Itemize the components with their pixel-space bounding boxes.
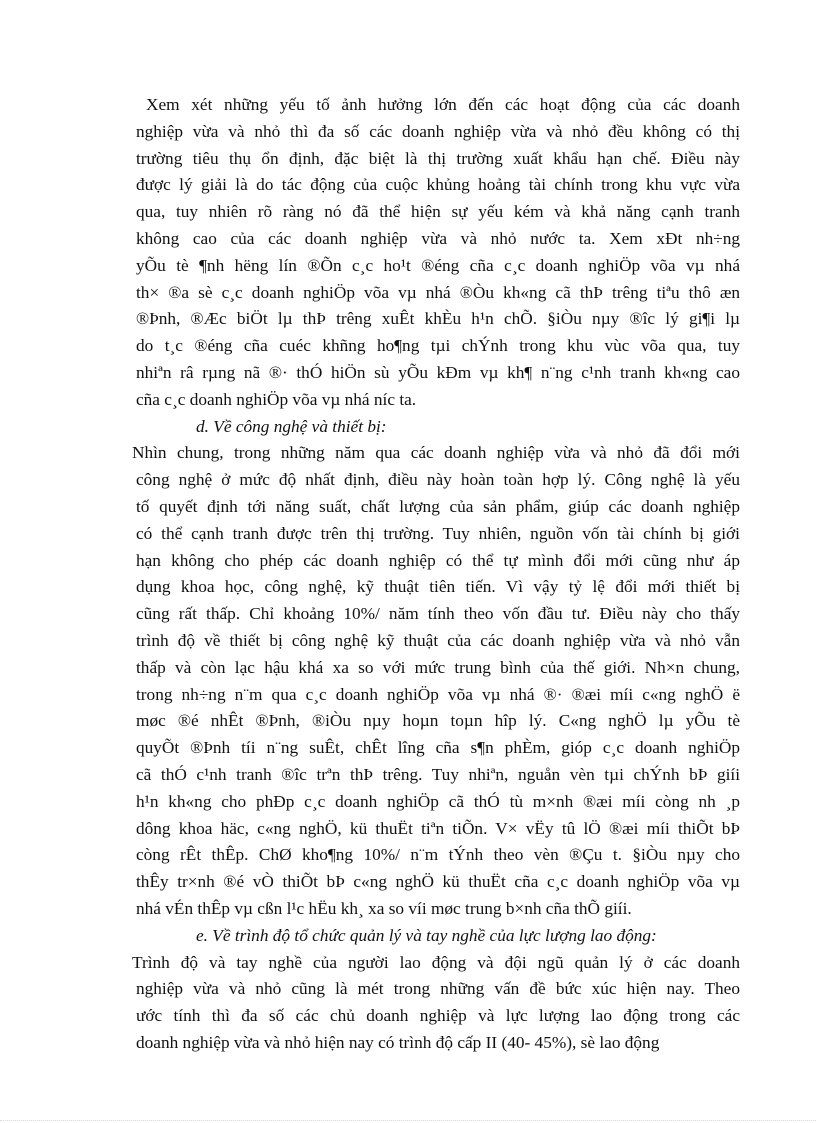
text-line: th× ®a sè c¸c doanh nghiÖp võa vµ nhá ®Òu kh«ng cã thÞ trêng tiªu thô æn — [136, 282, 740, 302]
text-line: tố quyết định tới năng suất, chất lượng của sản phẩm, giúp các doanh nghiệp — [136, 496, 740, 516]
text-line: cã thÓ c¹nh tranh ®îc trªn thÞ trêng. Tuy nhiªn, nguån vèn tµi chÝnh bÞ giíi — [136, 764, 740, 784]
text-line: Nhìn chung, trong những năm qua các doanh nghiệp vừa và nhỏ đã đổi mới — [132, 443, 740, 463]
text-line: Trình độ và tay nghề của người lao động và đội ngũ quản lý ở các doanh — [132, 952, 740, 972]
text-line: h¹n kh«ng cho phÐp c¸c doanh nghiÖp cã thÓ tù m×nh ®æi míi còng nh ¸p — [136, 791, 740, 811]
text-line: nhiªn râ rµng nã ®· thÓ hiÖn sù yÕu kÐm vµ kh¶ n¨ng c¹nh tranh kh«ng cao — [136, 362, 740, 382]
text-line: trong nh÷ng n¨m qua c¸c doanh nghiÖp võa vµ nhá ®· ®æi míi c«ng nghÖ ë — [136, 684, 740, 704]
heading-technology: d. Về công nghệ và thiết bị: — [196, 416, 387, 436]
text-line: trình độ về thiết bị công nghệ kỹ thuật của các doanh nghiệp vừa và nhỏ vẫn — [136, 630, 740, 650]
text-line: trường tiêu thụ ổn định, đặc biệt là thị trường xuất khẩu hạn chế. Điều này — [136, 148, 740, 168]
text-line: thấp và còn lạc hậu khá xa so với mức trung bình của thế giới. Nh×n chung, — [136, 657, 740, 677]
text-line: hạn không cho phép các doanh nghiệp có thể tự mình đổi mới cũng như áp — [136, 550, 740, 570]
text-line: qua, tuy nhiên rõ ràng nó đã thể hiện sự yếu kém và khả năng cạnh tranh — [136, 202, 740, 222]
section-d-body — [132, 440, 740, 922]
text-line: quyÕt ®Þnh tíi n¨ng suÊt, chÊt lîng cña s¶n phÈm, gióp c¸c doanh nghiÖp — [136, 738, 740, 758]
text-line: ước tính thì đa số các chủ doanh nghiệp và lực lượng lao động trong các — [136, 1006, 740, 1026]
text-line: Xem xét những yếu tố ảnh hưởng lớn đến các hoạt động của các doanh — [146, 95, 740, 114]
section-c-body — [136, 92, 740, 414]
text-line: cũng rất thấp. Chỉ khoảng 10%/ năm tính theo vốn đầu tư. Điều này cho thấy — [136, 604, 740, 624]
text-line: cña c¸c doanh nghiÖp võa vµ nhá níc ta. — [136, 389, 417, 409]
text-line: dụng khoa học, công nghệ, kỹ thuật tiên tiến. Vì vậy tỷ lệ đổi mới thiết bị — [136, 577, 740, 597]
text-line: doanh nghiệp vừa và nhỏ hiện nay có trình độ cấp II (40- 45%), sè lao động — [136, 1032, 660, 1052]
text-line: được lý giải là do tác động của cuộc khủng hoảng tài chính trong khu vực vừa — [136, 175, 740, 195]
heading-management: e. Về trình độ tổ chức quản lý và tay nghề của lực lượng lao động: — [196, 925, 657, 945]
document-page — [132, 92, 740, 1057]
text-line: có thể cạnh tranh được trên thị trường. Tuy nhiên, nguồn vốn tài chính bị giới — [136, 523, 740, 543]
text-line: nghiệp vừa và nhỏ thì đa số các doanh nghiệp vừa và nhỏ đều không có thị — [136, 121, 740, 141]
text-line: công nghệ ở mức độ nhất định, điều này hoàn toàn hợp lý. Công nghệ là yếu — [136, 470, 740, 490]
text-line: dông khoa häc, c«ng nghÖ, kü thuËt tiªn tiÕn. V× vËy tû lÖ ®æi míi thiÕt bÞ — [136, 818, 740, 838]
text-line: thÊy tr×nh ®é vÒ thiÕt bÞ c«ng nghÖ kü thuËt cña c¸c doanh nghiÖp võa vµ — [136, 872, 740, 892]
text-line: do t¸c ®éng cña cuéc khñng ho¶ng tµi chÝnh trong khu vùc võa qua, tuy — [136, 336, 740, 356]
text-line: còng rÊt thÊp. ChØ kho¶ng 10%/ n¨m tÝnh theo vèn ®Çu t. §iÒu nµy cho — [136, 845, 740, 865]
text-line: yÕu tè ¶nh hëng lín ®Õn c¸c ho¹t ®éng cña c¸c doanh nghiÖp võa vµ nhá — [136, 255, 740, 275]
page-bottom-rule — [0, 1120, 816, 1121]
section-e-body — [132, 950, 740, 1057]
text-line: nghiệp vừa và nhỏ cũng là mét trong những vấn đề bức xúc hiện nay. Theo — [136, 979, 740, 999]
text-line: møc ®é nhÊt ®Þnh, ®iÒu nµy hoµn toµn hîp lý. C«ng nghÖ lµ yÕu tè — [136, 711, 740, 731]
text-line: ®Þnh, ®Æc biÖt lµ thÞ trêng xuÊt khÈu h¹n chÕ. §iÒu nµy ®îc lý gi¶i lµ — [136, 309, 740, 329]
text-line: không cao của các doanh nghiệp vừa và nhỏ nước ta. Xem xÐt nh÷ng — [136, 228, 740, 248]
text-line: nhá vÉn thÊp vµ cßn l¹c hËu kh¸ xa so víi møc trung b×nh cña thÕ giíi. — [136, 898, 632, 918]
